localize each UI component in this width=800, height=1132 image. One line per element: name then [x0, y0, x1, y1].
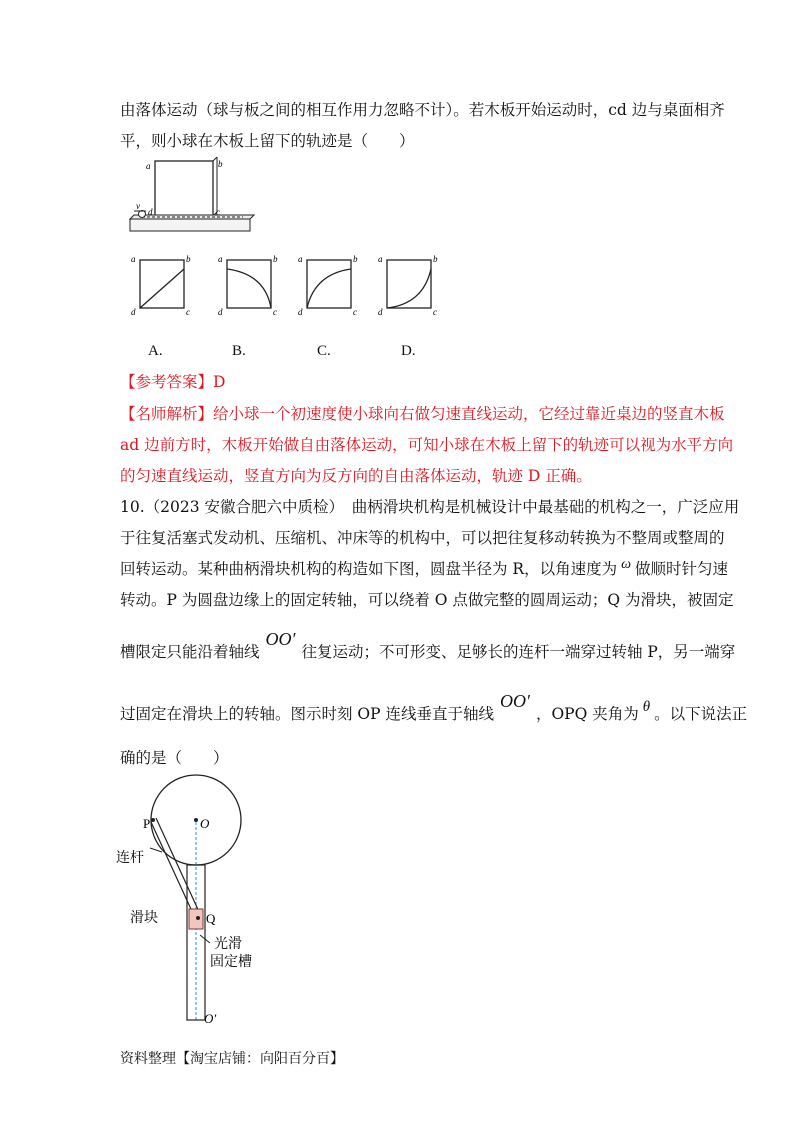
- svg-text:a: a: [378, 254, 383, 264]
- svg-text:b: b: [353, 254, 358, 264]
- option-a-figure: [128, 252, 198, 318]
- label-b: b: [218, 159, 223, 169]
- q10-line5: 槽限定只能沿着轴线OO′往复运动；不可形变、足够长的连杆一端穿过转轴 P，另一端穿: [120, 629, 736, 661]
- point-P-label: P: [143, 816, 151, 831]
- q9-text-line2: 平，则小球在木板上留下的轨迹是（ ）: [120, 132, 415, 150]
- svg-text:b: b: [433, 254, 438, 264]
- label-a: a: [146, 161, 151, 171]
- analysis-line2: ad 边前方时，木板开始做自由落体运动，可知小球在木板上留下的轨迹可以视为水平方向: [120, 436, 734, 454]
- point-Q-label: Q: [206, 911, 216, 926]
- footer: 资料整理【淘宝店铺：向阳百分百】: [120, 1051, 344, 1067]
- point-O-label: O: [200, 816, 210, 831]
- svg-text:a: a: [298, 254, 303, 264]
- label-c: c: [216, 207, 220, 217]
- label-v: v: [136, 201, 140, 211]
- option-d-label: D.: [401, 343, 416, 359]
- analysis-line3: 的匀速直线运动，竖直方向为反方向的自由落体运动，轨迹 D 正确。: [120, 467, 592, 485]
- q10-line7: 确的是（ ）: [120, 749, 229, 767]
- svg-text:c: c: [433, 307, 437, 317]
- svg-text:d: d: [378, 307, 383, 317]
- svg-text:c: c: [186, 307, 190, 317]
- q9-text-line1: 由落体运动（球与板之间的相互作用力忽略不计）。若木板开始运动时，cd 边与桌面相齐: [120, 101, 725, 119]
- point-Oprime-label: O′: [204, 1011, 217, 1026]
- q10-line1: 10.（2023 安徽合肥六中质检） 曲柄滑块机构是机械设计中最基础的机构之一，广泛应用: [120, 498, 740, 516]
- slider-label: 滑块: [130, 910, 158, 926]
- option-c-figure: [295, 252, 365, 318]
- svg-text:a: a: [131, 254, 136, 264]
- option-b-figure: [215, 252, 285, 318]
- svg-text:c: c: [353, 307, 357, 317]
- option-c-label: C.: [317, 343, 331, 359]
- svg-text:d: d: [131, 307, 136, 317]
- svg-text:d: d: [218, 307, 223, 317]
- groove-label-1: 光滑: [214, 936, 242, 952]
- answer: 【参考答案】D: [120, 373, 226, 391]
- q10-line3: 回转运动。某种曲柄滑块机构的构造如下图，圆盘半径为 R，以角速度为 ω 做顺时针匀速: [120, 557, 729, 578]
- label-d: d: [148, 207, 153, 217]
- option-d-figure: [375, 252, 445, 318]
- axis-oo-symbol: OO′: [265, 629, 296, 649]
- theta-symbol: θ: [642, 699, 651, 715]
- option-b-label: B.: [232, 343, 246, 359]
- option-a-label: A.: [148, 343, 163, 359]
- svg-text:d: d: [298, 307, 303, 317]
- q10-line2: 于往复活塞式发动机、压缩机、冲床等的机构中，可以把往复移动转换为不整周或整周的: [120, 529, 725, 547]
- q10-line4: 转动。P 为圆盘边缘上的固定转轴，可以绕着 O 点做完整的圆周运动；Q 为滑块，被固定: [120, 591, 734, 609]
- svg-text:c: c: [273, 307, 277, 317]
- svg-text:b: b: [273, 254, 278, 264]
- omega-symbol: ω: [621, 557, 631, 572]
- analysis-line1: 【名师解析】给小球一个初速度使小球向右做匀速直线运动，它经过靠近桌边的竖直木板: [120, 405, 725, 423]
- board-table-figure: [128, 155, 258, 235]
- svg-text:b: b: [186, 254, 191, 264]
- q10-line6: 过固定在滑块上的转轴。图示时刻 OP 连线垂直于轴线OO′，OPQ 夹角为 θ 。以下说法正: [120, 691, 748, 723]
- svg-text:a: a: [218, 254, 223, 264]
- crank-slider-figure: [110, 770, 290, 1030]
- axis-oo-symbol-2: OO′: [500, 691, 530, 711]
- rod-label: 连杆: [116, 850, 144, 866]
- groove-label-2: 固定槽: [210, 954, 252, 970]
